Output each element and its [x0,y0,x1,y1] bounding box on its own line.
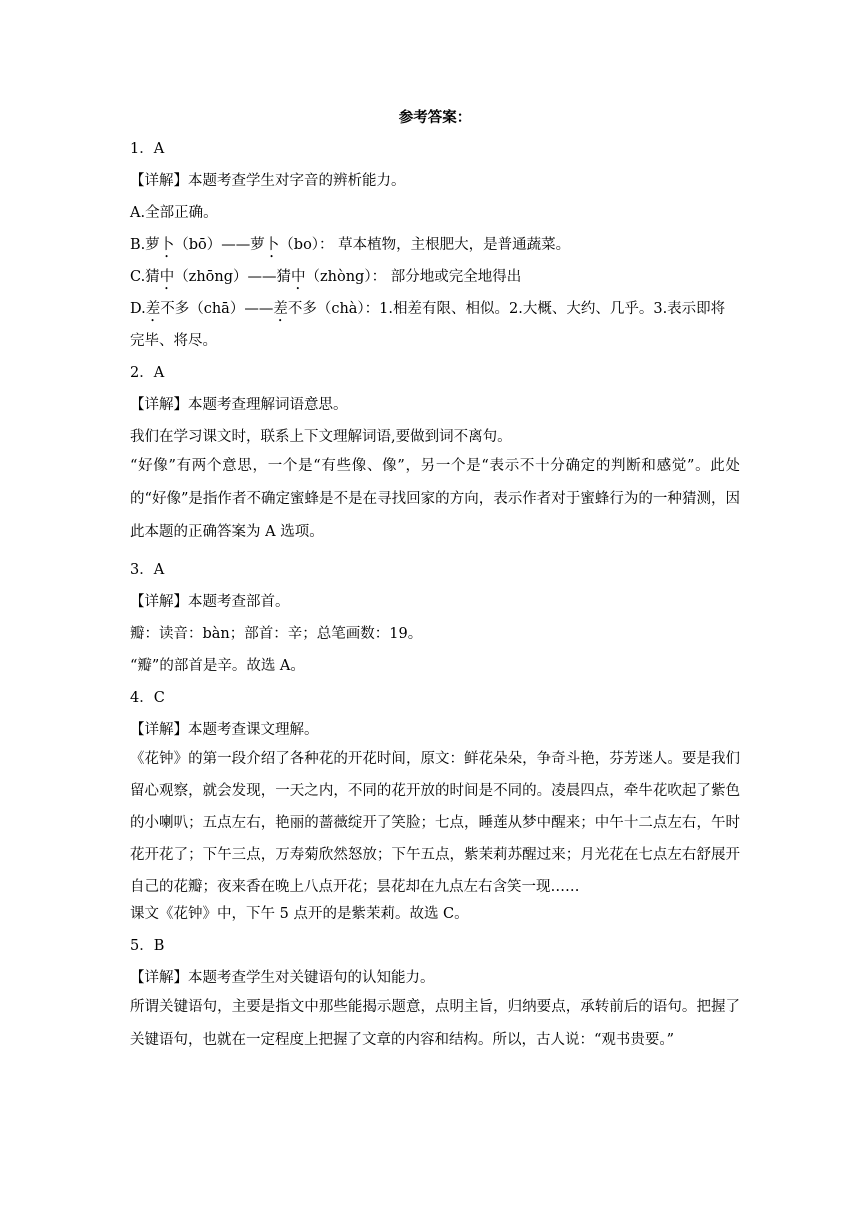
q4-detail: 【详解】本题考查课文理解。 [130,722,319,738]
q1-option-b [130,234,740,256]
q2-number: 2．A [130,365,165,381]
q1-d-emphasis-1: 差 [145,301,161,317]
q4-number: 4．C [130,690,165,706]
q1-number: 1．A [130,141,165,157]
q1-b-text-end: （bo）： 草本植物，主根肥大，是普通蔬菜。 [279,237,571,253]
q1-c-text-end: （zhòng）： 部分地或完全地得出 [305,269,522,285]
q5-paragraph-1: 所谓关键语句，主要是指文中那些能揭示题意，点明主旨，归纳要点，承转前后的语句。把握了关键语句，也就在一定程度上把握了文章的内容和结构。所以，古人说：“观书贵要。” [130,999,740,1048]
q2-detail: 【详解】本题考查理解词语意思。 [130,397,348,413]
q4-paragraph-1: 《花钟》的第一段介绍了各种花的开花时间，原文：鲜花朵朵，争奇斗艳，芬芳迷人。要是我们留心观察，就会发现，一天之内，不同的花开放的时间是不同的。凌晨四点，牵牛花吹起了紫色的小喇叭；五点左右，艳丽的蔷薇绽开了笑脸；七点，睡莲从梦中醒来；中午十二点左右，午时花开花了；下午三点，万寿菊欣然怒放；下午五点，紫茉莉苏醒过来；月光花在七点左右舒展开自己的花瓣；夜来香在晚上八点开花；昙花却在九点左右含笑一现…… [130,751,740,895]
q1-d-text-end: 不多（chà）：1.相差有限、相似。2.大概、大约、几乎。3.表示即将 [287,301,726,317]
q1-c-emphasis-2: 中 [291,269,306,285]
q1-c-text: C.猜 [130,269,160,285]
q4-paragraph-2: 课文《花钟》中，下午 5 点开的是紫茉莉。故选 C。 [130,906,469,922]
q1-detail: 【详解】本题考查学生对字音的辨析能力。 [130,173,406,189]
q1-d-text-mid: 不多（chā）—— [160,301,274,317]
q3-number: 3．A [130,562,165,578]
q1-option-a: A.全部正确。 [130,205,218,221]
q3-detail: 【详解】本题考查部首。 [130,594,290,610]
q1-d-emphasis-2: 差 [273,301,288,317]
q1-b-emphasis-1: 卜 [159,237,175,253]
q1-option-d [130,298,740,320]
q5-number: 5．B [130,938,165,954]
q3-paragraph-1: 瓣：读音：bàn；部首：辛；总笔画数：19。 [130,626,423,642]
q5-detail: 【详解】本题考查学生对关键语句的认知能力。 [130,970,435,986]
q1-option-c [130,266,740,288]
q3-paragraph-2: “瓣”的部首是辛。故选 A。 [130,658,305,674]
q1-c-text-mid: （zhōng）——猜 [174,269,292,285]
q2-paragraph-1: 我们在学习课文时，联系上下文理解词语,要做到词不离句。 [130,429,512,445]
q1-d-text: D. [130,301,146,317]
q2-paragraph-2: “好像”有两个意思，一个是“有些像、像”，另一个是“表示不十分确定的判断和感觉”。此处的“好像”是指作者不确定蜜蜂是不是在寻找回家的方向，表示作者对于蜜蜂行为的一种猜测，因此本题的正确答案为 A 选项。 [130,458,740,540]
q1-c-emphasis-1: 中 [159,269,175,285]
page-title: 参考答案： [398,109,472,126]
q1-option-d-cont: 完毕、将尽。 [130,333,217,349]
q1-b-emphasis-2: 卜 [264,237,280,253]
q1-b-text-mid: （bō）——萝 [174,237,265,253]
q1-b-text: B.萝 [130,237,160,253]
answer-page [130,104,740,1057]
